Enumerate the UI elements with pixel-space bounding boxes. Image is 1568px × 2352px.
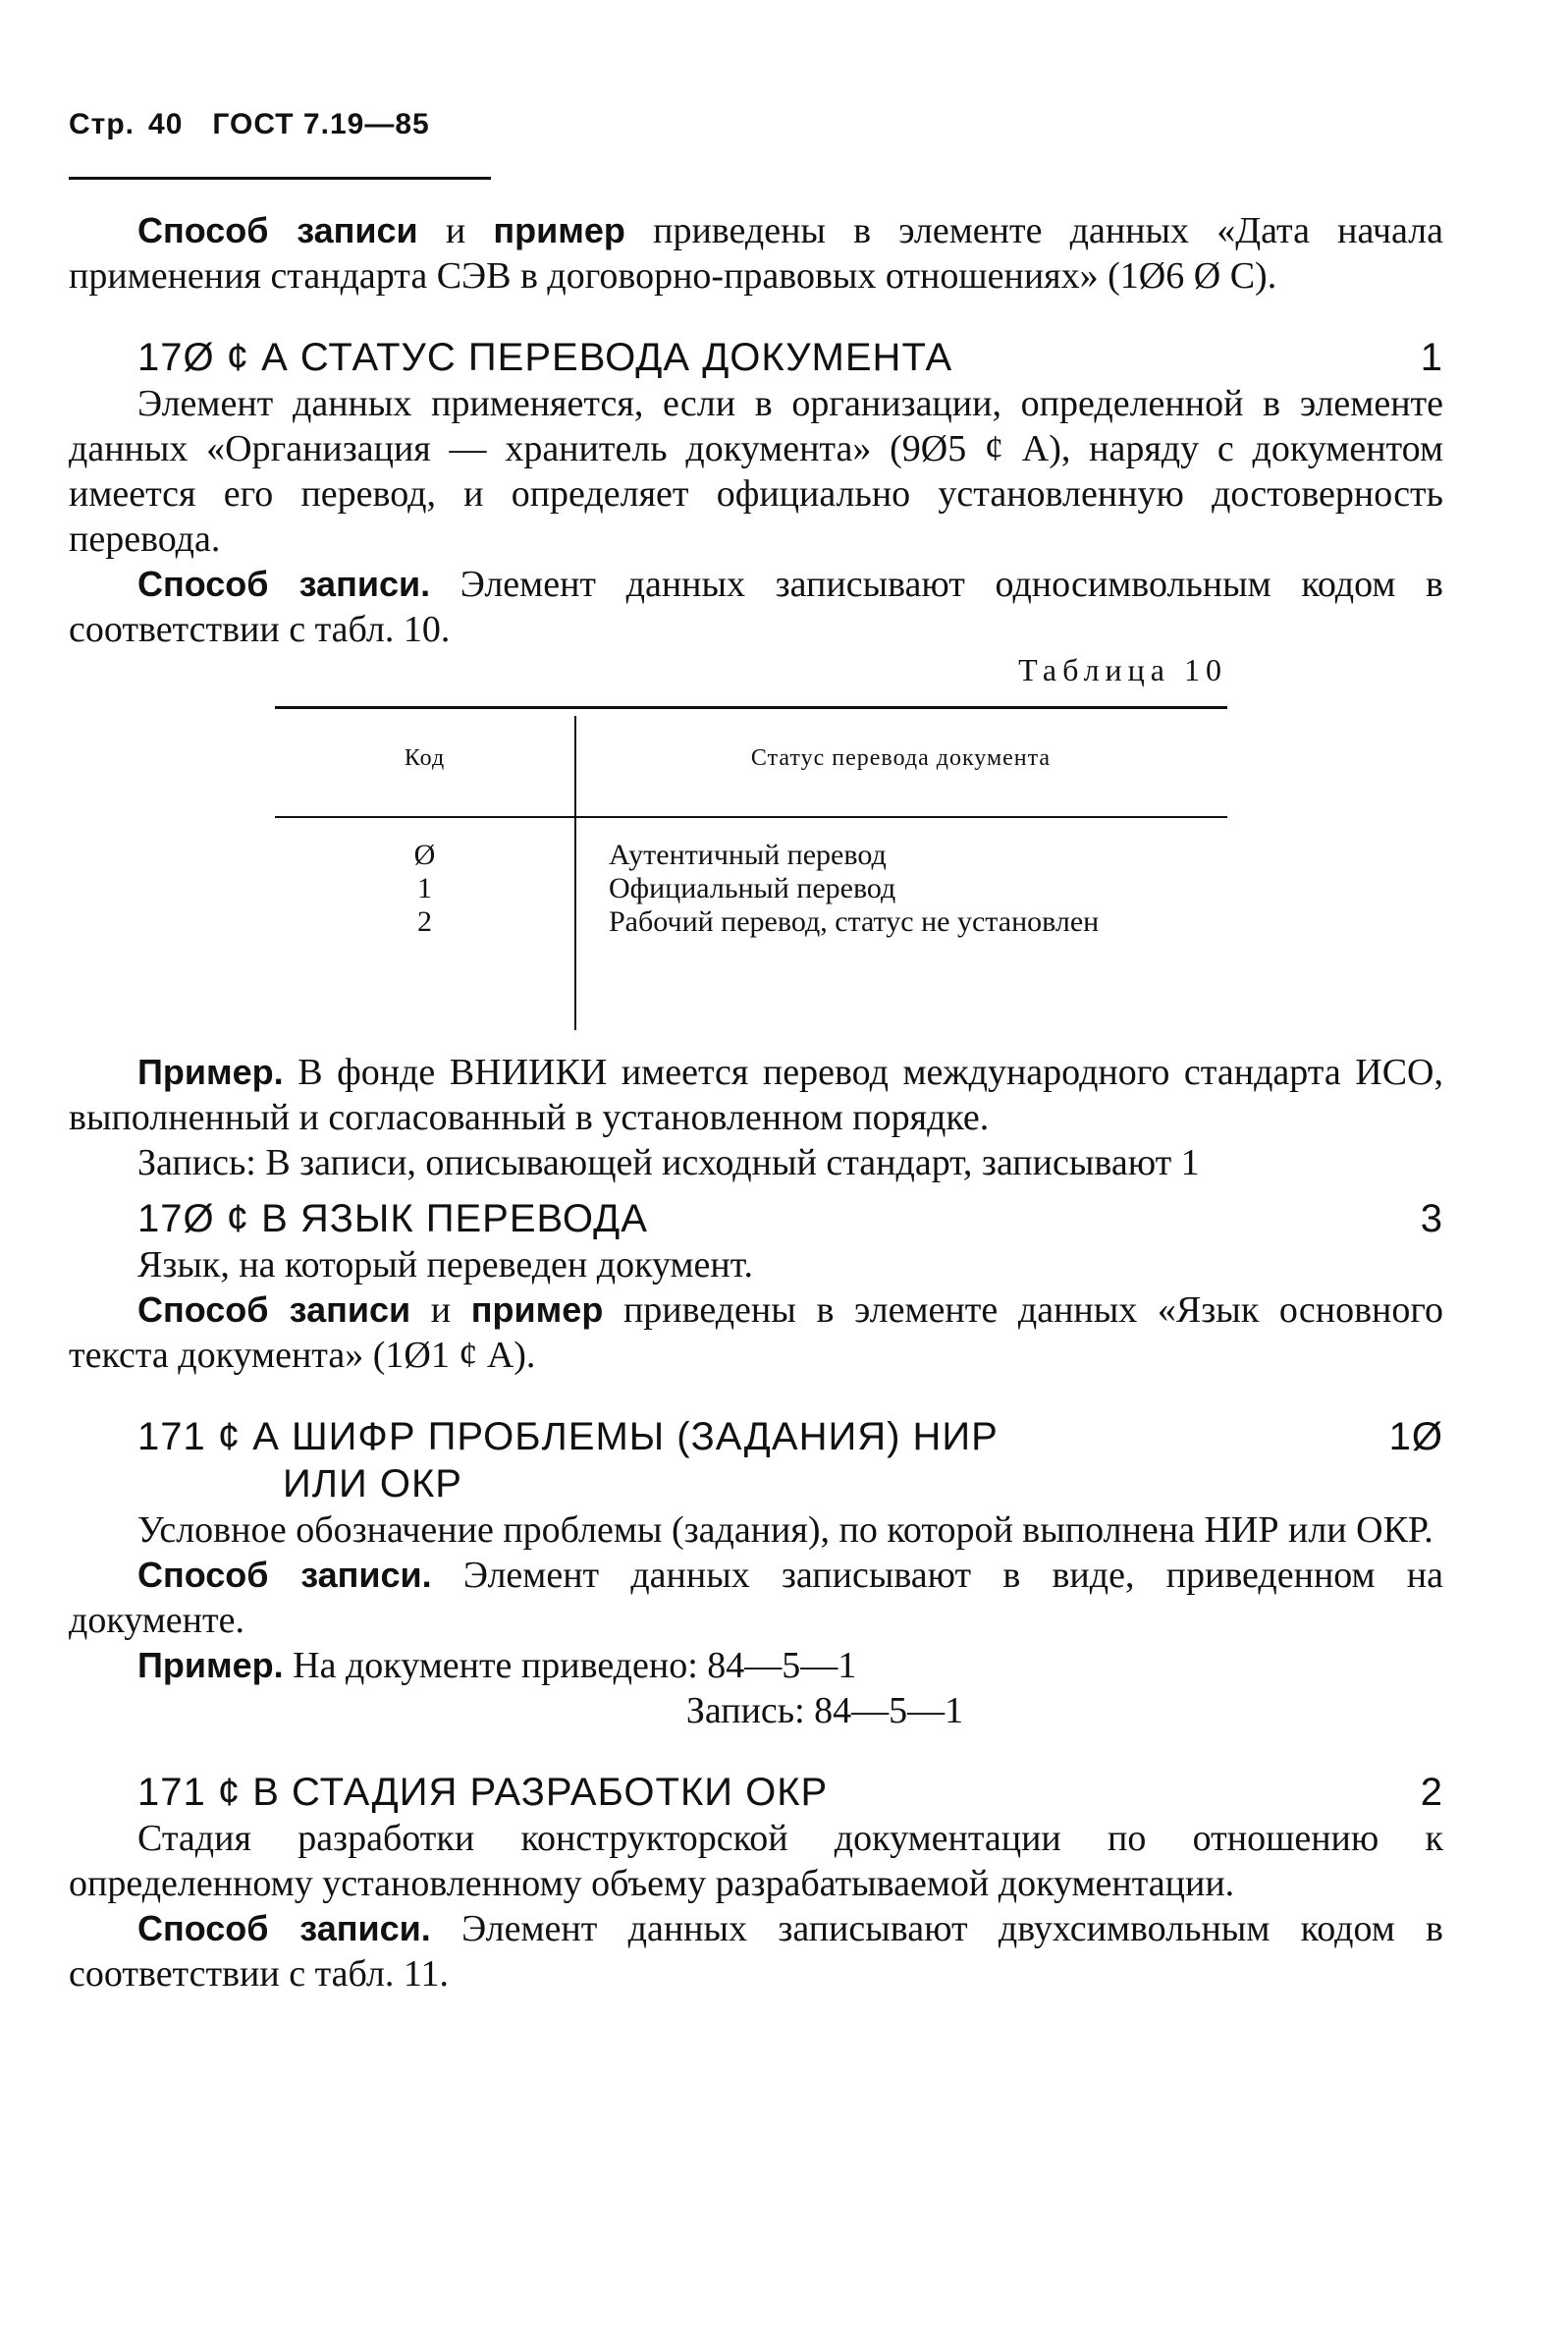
table-10: [275, 706, 1227, 1030]
section-170b-desc: Язык, на который переведен документ.: [137, 1244, 753, 1285]
section-171a-desc: Условное обозначение проблемы (задания), по которой выполнена НИР или ОКР.: [137, 1509, 1433, 1551]
header-rule: [69, 177, 491, 180]
section-171a-title: 171 ¢ А ШИФР ПРОБЛЕМЫ (ЗАДАНИЯ) НИР: [137, 1415, 999, 1458]
section-170a-desc: Элемент данных применяется, если в организации, определенной в элементе данных «Организация — хранитель документа» (9Ø5 ¢ А), наряду с документом имеется его перевод, и определяет официально установленную достоверность перевода.: [69, 383, 1443, 560]
conj-text: и: [417, 210, 494, 251]
table-header-rule: [275, 816, 1227, 818]
example-text: В фонде ВНИИКИ имеется перевод международного стандарта ИСО, выполненный и согласованный в установленном порядке.: [69, 1052, 1443, 1138]
section-171b-desc: Стадия разработки конструкторской документации по отношению к определенному установленному объему разрабатываемой документации.: [69, 1818, 1443, 1904]
table-status-cell: Рабочий перевод, статус не установлен: [609, 905, 1100, 938]
section-170a-length: 1: [1420, 336, 1443, 379]
example-170a-record: Запись: В записи, описывающей исходный стандарт, записывают 1: [137, 1142, 1200, 1183]
section-170b-length: 3: [1420, 1197, 1443, 1240]
section-171b-length: 2: [1420, 1771, 1443, 1814]
example-text: На документе приведено: 84—5—1: [283, 1645, 857, 1686]
conj-text: и: [410, 1289, 471, 1331]
method-label: Способ записи: [137, 1289, 411, 1330]
section-171a-heading: [69, 1413, 1443, 1507]
table-code-cell: Ø: [413, 839, 436, 871]
section-171b-method: [69, 1906, 1443, 1996]
method-label: Способ записи.: [137, 564, 431, 604]
section-171a-record: Запись: 84—5—1: [685, 1690, 964, 1731]
section-171a-example: [69, 1643, 1443, 1688]
table-status-cell: Официальный перевод: [609, 872, 896, 904]
page-prefix: Стр.: [69, 108, 135, 140]
section-171a-length: 1Ø: [1388, 1415, 1443, 1458]
table-code-column: [275, 839, 574, 939]
example-170a: [69, 1050, 1443, 1140]
section-171b-title: 171 ¢ В СТАДИЯ РАЗРАБОТКИ ОКР: [137, 1771, 829, 1814]
section-170a-heading: [69, 334, 1443, 381]
table-status-cell: Аутентичный перевод: [609, 839, 887, 871]
running-header: [69, 108, 1443, 141]
method-text: Элемент данных записывают двухсимвольным кодом в соответствии с табл. 11.: [69, 1908, 1443, 1995]
document-page: [69, 108, 1443, 1996]
method-text: Элемент данных записывают в виде, приведенном на документе.: [69, 1555, 1443, 1641]
standard-code: ГОСТ 7.19—85: [212, 108, 430, 140]
page-number: 40: [148, 108, 184, 140]
table-code-cell: 2: [417, 905, 432, 938]
section-171b-heading: [69, 1769, 1443, 1816]
intro-paragraph: [69, 208, 1443, 299]
method-label: Способ записи: [137, 210, 418, 250]
section-171a-title-line2: ИЛИ ОКР: [283, 1462, 462, 1505]
method-text: Элемент данных записывают односимвольным кодом в соответствии с табл. 10.: [69, 564, 1443, 650]
table-top-rule: [275, 706, 1227, 709]
section-170b-method: [69, 1287, 1443, 1378]
section-171a-method: [69, 1553, 1443, 1643]
intro-text: приведены в элементе данных «Дата начала применения стандарта СЭВ в договорно-правовых отношениях» (1Ø6 Ø С).: [69, 210, 1443, 297]
example-label: пример: [470, 1289, 604, 1330]
method-label: Способ записи.: [137, 1908, 431, 1948]
example-label: Пример.: [137, 1645, 284, 1685]
method-label: Способ записи.: [137, 1555, 432, 1595]
section-170a-title: 17Ø ¢ А СТАТУС ПЕРЕВОДА ДОКУМЕНТА: [137, 336, 953, 379]
table-code-cell: 1: [417, 872, 432, 904]
example-label: Пример.: [137, 1052, 284, 1092]
table-header-code: Код: [404, 745, 446, 771]
method-text: приведены в элементе данных «Язык основного текста документа» (1Ø1 ¢ А).: [69, 1289, 1443, 1376]
table-header-status: Статус перевода документа: [750, 745, 1052, 771]
table-status-column: [609, 839, 1203, 939]
section-170a-method: [69, 562, 1443, 652]
example-label: пример: [493, 210, 625, 250]
section-170b-heading: [69, 1195, 1443, 1242]
table-10-caption: Таблица 10: [1018, 652, 1227, 687]
section-170b-title: 17Ø ¢ В ЯЗЫК ПЕРЕВОДА: [137, 1197, 648, 1240]
